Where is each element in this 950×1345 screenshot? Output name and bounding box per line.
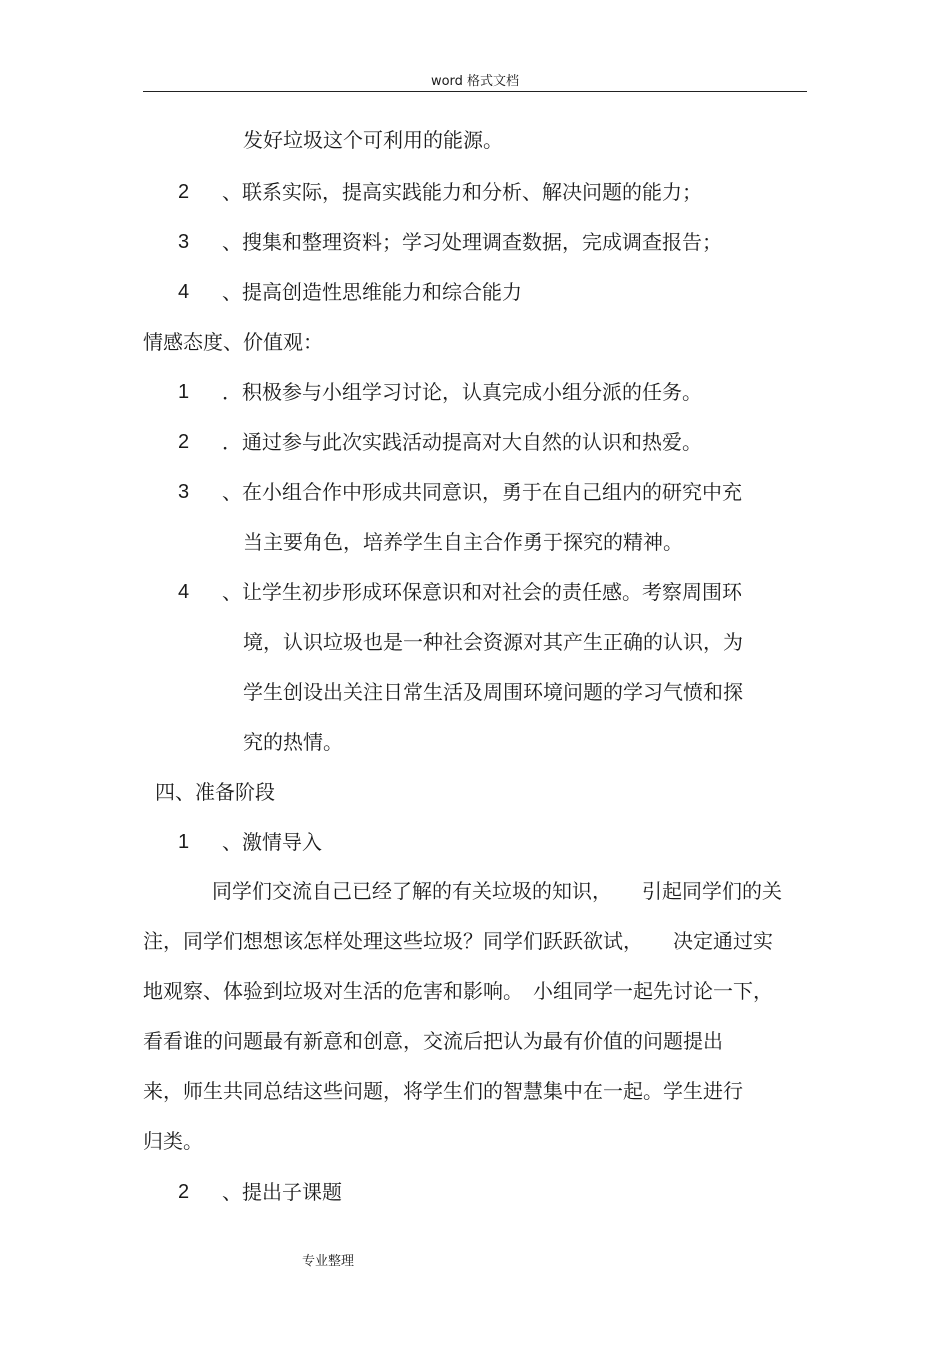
paragraph-line: 来，师生共同总结这些问题，将学生们的智慧集中在一起。学生进行 [143, 1079, 743, 1103]
list-item-text: 、联系实际，提高实践能力和分析、解决问题的能力； [222, 180, 702, 204]
section-heading: 情感态度、价值观： [143, 330, 323, 354]
list-number: 1 [178, 381, 190, 403]
section-heading: 四、准备阶段 [155, 780, 275, 804]
paragraph-line: 地观察、体验到垃圾对生活的危害和影响。 小组同学一起先讨论一下， [143, 979, 773, 1003]
list-item-text: 、在小组合作中形成共同意识，勇于在自己组内的研究中充 [222, 480, 742, 504]
list-number: 4 [178, 281, 190, 303]
header-divider [143, 91, 807, 92]
list-item-text: ．积极参与小组学习讨论，认真完成小组分派的任务。 [222, 380, 702, 404]
paragraph-line: 同学们交流自己已经了解的有关垃圾的知识， 引起同学们的关 [212, 879, 782, 903]
list-number: 2 [178, 431, 190, 453]
list-number: 4 [178, 581, 190, 603]
page-header: word 格式文档 [430, 74, 520, 89]
list-item-text: ．通过参与此次实践活动提高对大自然的认识和热爱。 [222, 430, 702, 454]
list-item-text: 、激情导入 [222, 830, 322, 854]
paragraph-line: 归类。 [143, 1129, 203, 1153]
paragraph-line: 注，同学们想想该怎样处理这些垃圾？同学们跃跃欲试， 决定通过实 [143, 929, 773, 953]
list-item-text: 、让学生初步形成环保意识和对社会的责任感。考察周围环 [222, 580, 742, 604]
list-item-text: 、提出子课题 [222, 1180, 342, 1204]
list-item-text: 境，认识垃圾也是一种社会资源对其产生正确的认识，为 [243, 630, 743, 654]
list-number: 2 [178, 1181, 190, 1203]
paragraph-line: 看看谁的问题最有新意和创意，交流后把认为最有价值的问题提出 [143, 1029, 723, 1053]
list-number: 3 [178, 231, 190, 253]
list-item-text: 、搜集和整理资料；学习处理调查数据，完成调查报告； [222, 230, 722, 254]
list-number: 1 [178, 831, 190, 853]
list-item-text: 究的热情。 [243, 730, 343, 754]
list-item-text: 学生创设出关注日常生活及周围环境问题的学习气愤和探 [243, 680, 743, 704]
text-line: 发好垃圾这个可利用的能源。 [243, 128, 503, 152]
list-number: 3 [178, 481, 190, 503]
list-item-text: 、提高创造性思维能力和综合能力 [222, 280, 522, 304]
list-item-text: 当主要角色，培养学生自主合作勇于探究的精神。 [243, 530, 683, 554]
list-number: 2 [178, 181, 190, 203]
page-footer: 专业整理 [302, 1254, 355, 1269]
